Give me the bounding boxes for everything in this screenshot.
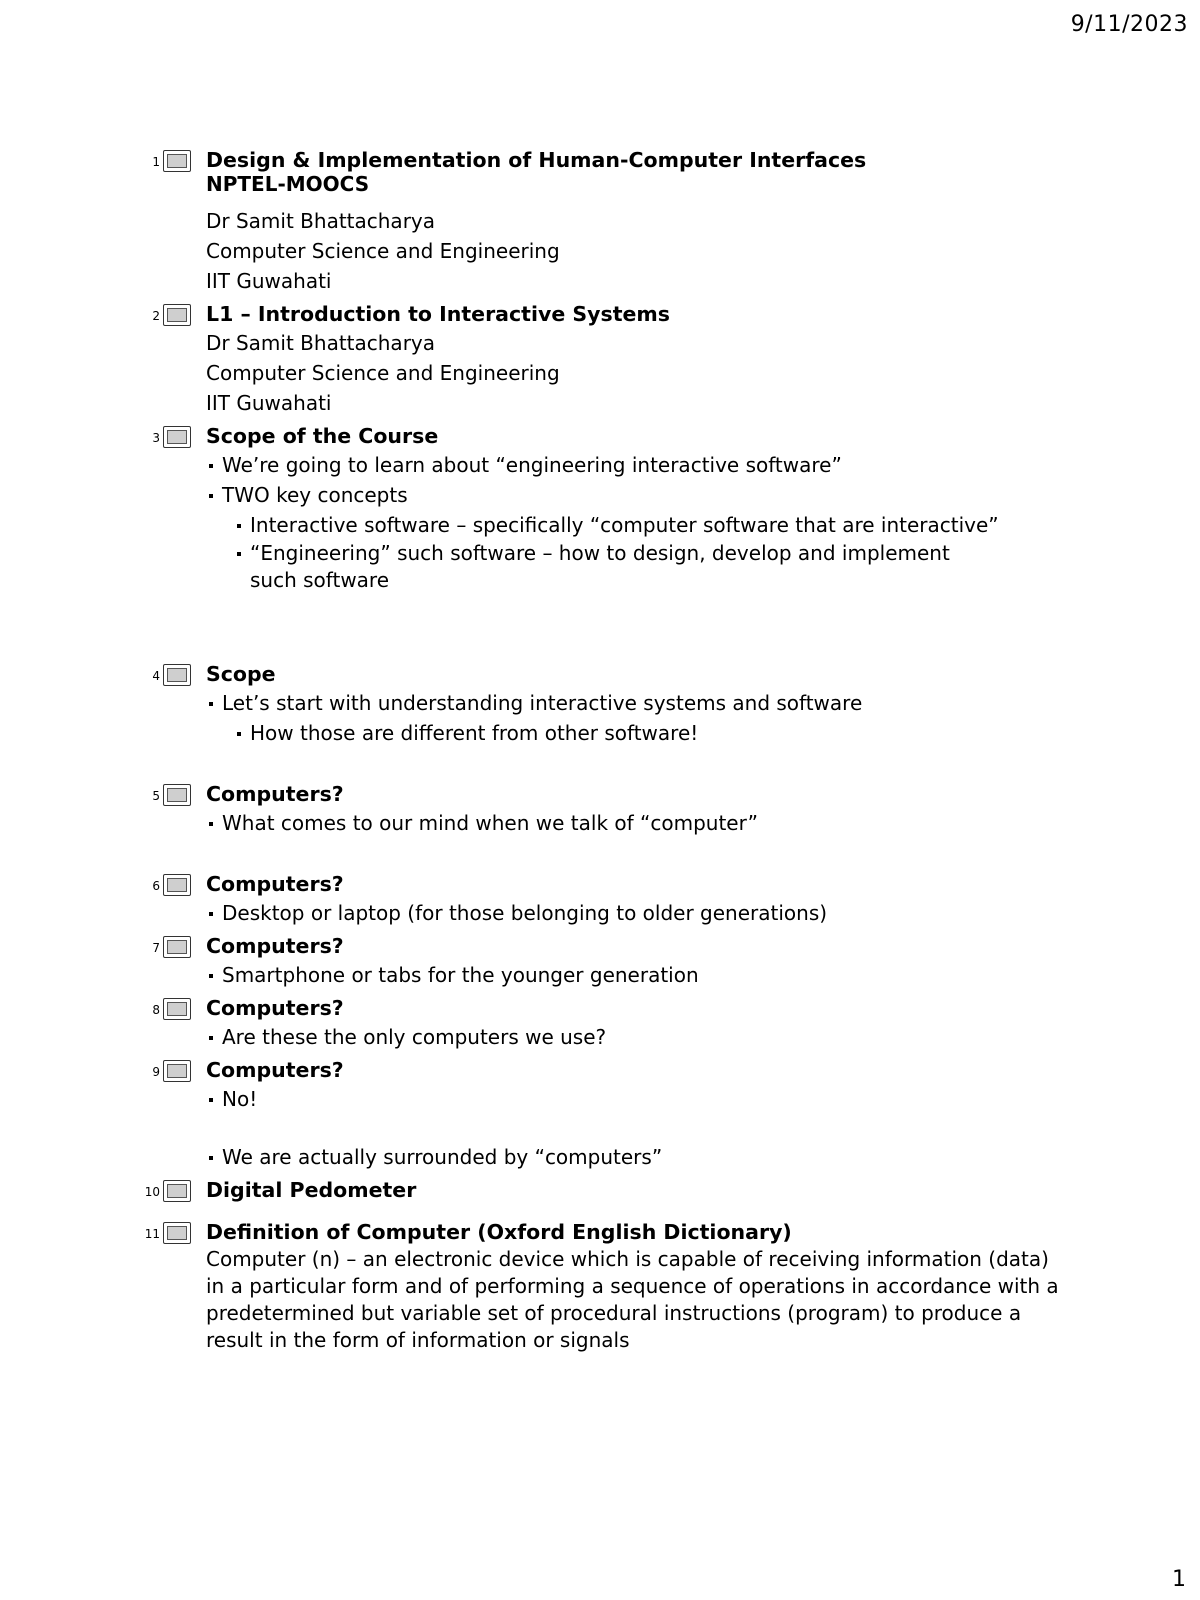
slide-title: Definition of Computer (Oxford English Dictionary) — [206, 1220, 792, 1244]
slide-entry[interactable] — [0, 660, 1200, 776]
slide-number: 9 — [152, 1065, 160, 1079]
slide-header — [0, 422, 1200, 450]
slide-entry[interactable] — [0, 1176, 1200, 1214]
slide-thumbnail-icon[interactable] — [163, 1180, 191, 1202]
sub-bullet-item: “Engineering” such software – how to design, develop and implement such software — [250, 540, 990, 594]
slide-number: 6 — [152, 879, 160, 893]
slide-title: Computers? — [206, 934, 344, 958]
slide-entry[interactable] — [0, 932, 1200, 990]
slide-thumbnail-icon[interactable] — [163, 1222, 191, 1244]
slide-title: Computers? — [206, 1058, 344, 1082]
slide-number: 11 — [144, 1227, 160, 1241]
slide-number: 7 — [152, 941, 160, 955]
slide-header — [0, 660, 1200, 688]
department: Computer Science and Engineering — [206, 239, 560, 263]
slide-header — [0, 780, 1200, 808]
slide-number: 1 — [152, 155, 160, 169]
slide-header — [0, 1218, 1200, 1246]
slide-title: Computers? — [206, 782, 344, 806]
bullet-item: We’re going to learn about “engineering interactive software” — [222, 450, 1200, 480]
slide-title: Scope — [206, 662, 276, 686]
slide-entry[interactable] — [0, 300, 1200, 418]
slide-header — [0, 994, 1200, 1022]
slide-thumbnail-icon[interactable] — [163, 304, 191, 326]
slide-header — [0, 1176, 1200, 1204]
slide-thumbnail-icon[interactable] — [163, 874, 191, 896]
author-name: Dr Samit Bhattacharya — [206, 331, 436, 355]
slide-entry[interactable] — [0, 146, 1200, 296]
slide-header — [0, 1056, 1200, 1084]
bullet-item: Let’s start with understanding interactive systems and software — [222, 688, 1200, 718]
slide-outline — [0, 146, 1200, 1358]
sub-bullet-item: How those are different from other software! — [250, 718, 1200, 748]
slide-entry[interactable] — [0, 422, 1200, 656]
department: Computer Science and Engineering — [206, 361, 560, 385]
slide-entry[interactable] — [0, 1056, 1200, 1172]
slide-thumbnail-icon[interactable] — [163, 150, 191, 172]
bullet-item: Are these the only computers we use? — [222, 1022, 1200, 1052]
slide-thumbnail-icon[interactable] — [163, 784, 191, 806]
bullet-item: No! — [222, 1084, 1200, 1114]
slide-entry[interactable] — [0, 870, 1200, 928]
bullet-item: TWO key concepts — [222, 480, 1200, 510]
slide-header — [0, 932, 1200, 960]
institute: IIT Guwahati — [206, 391, 332, 415]
definition-paragraph: Computer (n) – an electronic device which is capable of receiving information (data) in a particular form and of performing a sequence of operations in accordance with a predetermined but variable set of procedural instructions (program) to produce a result in the form of information or signals — [206, 1247, 1059, 1352]
slide-thumbnail-icon[interactable] — [163, 664, 191, 686]
slide-title: L1 – Introduction to Interactive Systems — [206, 302, 670, 326]
slide-header — [0, 300, 1200, 328]
bullet-item: Desktop or laptop (for those belonging to older generations) — [222, 898, 1200, 928]
slide-number: 8 — [152, 1003, 160, 1017]
slide-header — [0, 146, 1200, 174]
slide-number: 5 — [152, 789, 160, 803]
slide-number: 4 — [152, 669, 160, 683]
slide-entry[interactable] — [0, 994, 1200, 1052]
slide-header — [0, 870, 1200, 898]
slide-thumbnail-icon[interactable] — [163, 936, 191, 958]
sub-bullet-item: Interactive software – specifically “computer software that are interactive” — [250, 510, 1200, 540]
slide-entry[interactable] — [0, 1218, 1200, 1354]
slide-title: Computers? — [206, 872, 344, 896]
slide-thumbnail-icon[interactable] — [163, 998, 191, 1020]
slide-number: 10 — [144, 1185, 160, 1199]
bullet-item: We are actually surrounded by “computers” — [222, 1142, 1200, 1172]
slide-number: 3 — [152, 431, 160, 445]
bullet-item: What comes to our mind when we talk of “computer” — [222, 808, 1200, 838]
bullet-item: Smartphone or tabs for the younger generation — [222, 960, 1200, 990]
institute: IIT Guwahati — [206, 269, 332, 293]
page-number: 1 — [1172, 1567, 1186, 1592]
slide-title: Digital Pedometer — [206, 1178, 417, 1202]
slide-thumbnail-icon[interactable] — [163, 1060, 191, 1082]
print-date: 9/11/2023 — [1070, 12, 1188, 37]
slide-title: Scope of the Course — [206, 424, 439, 448]
slide-number: 2 — [152, 309, 160, 323]
author-name: Dr Samit Bhattacharya — [206, 209, 436, 233]
slide-title: Design & Implementation of Human-Computer Interfaces — [206, 148, 867, 172]
slide-title: Computers? — [206, 996, 344, 1020]
slide-thumbnail-icon[interactable] — [163, 426, 191, 448]
slide-subtitle: NPTEL-MOOCS — [206, 172, 370, 196]
slide-entry[interactable] — [0, 780, 1200, 866]
